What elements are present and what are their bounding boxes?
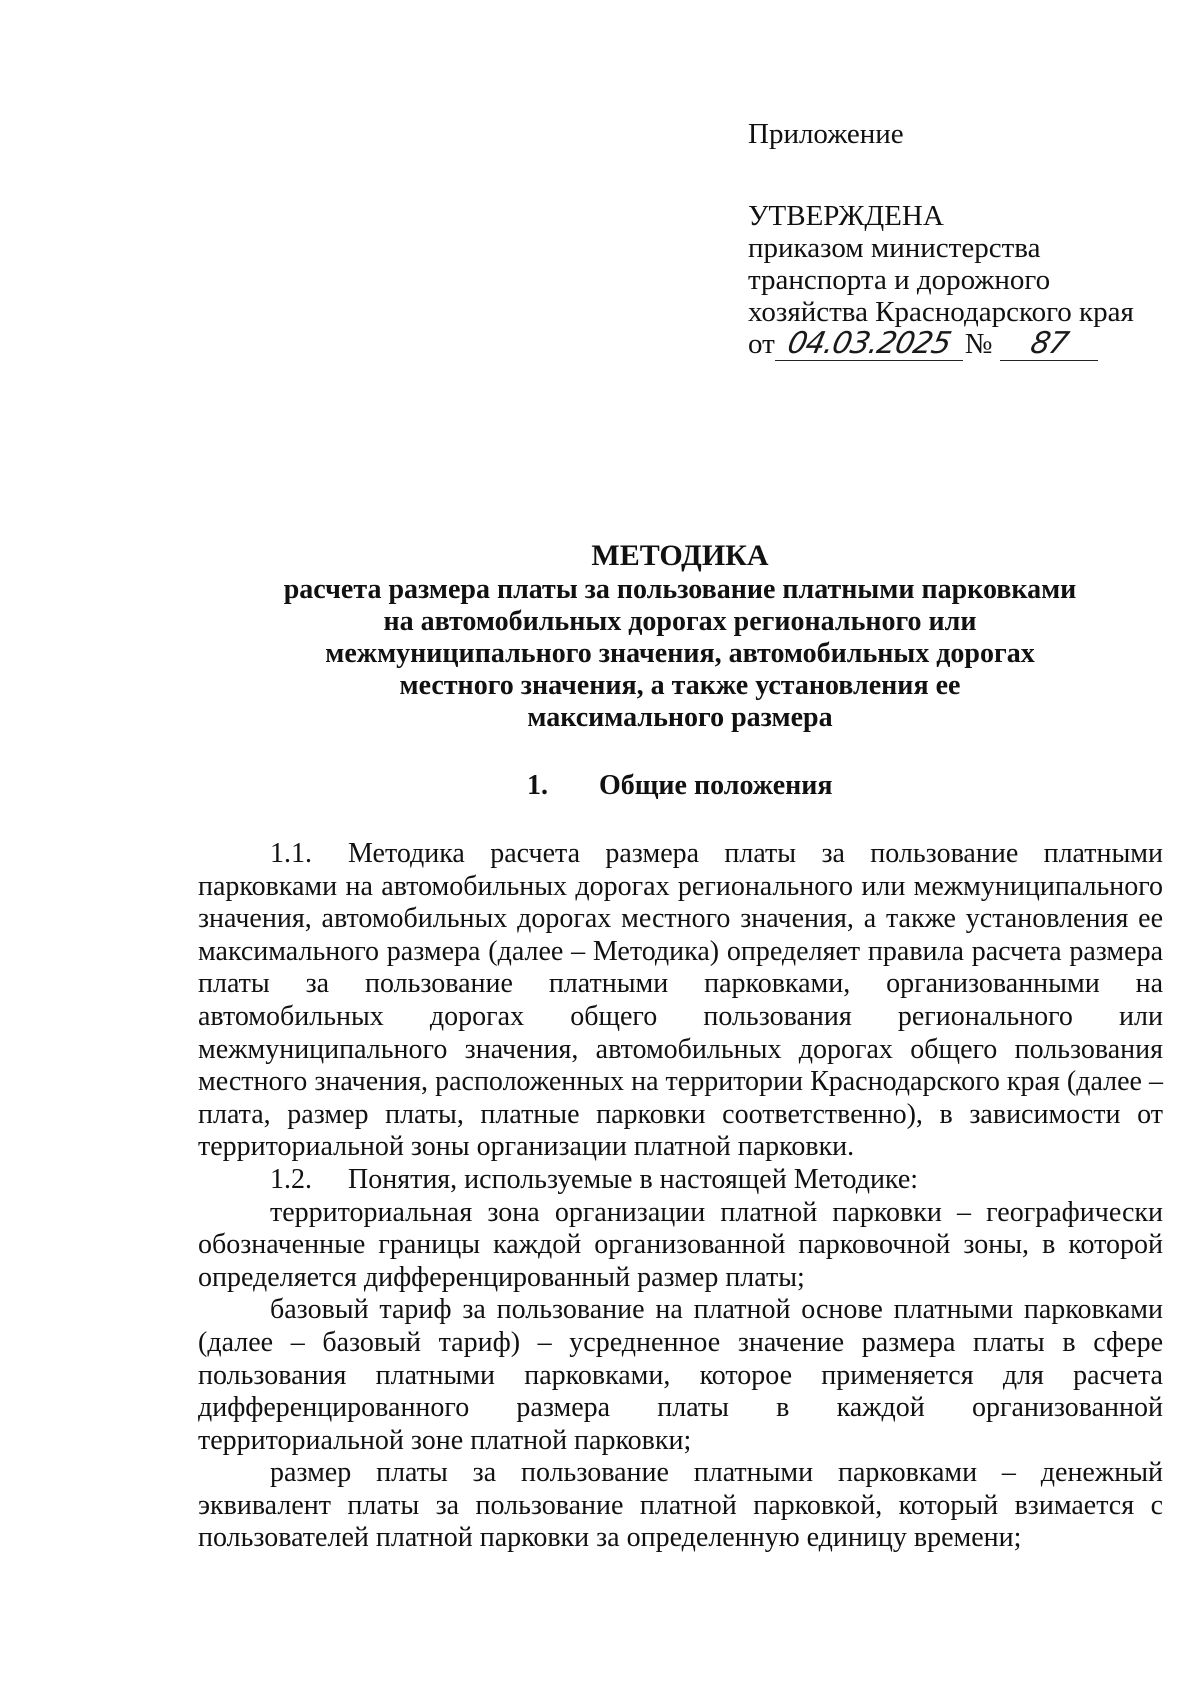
document-title — [180, 540, 1180, 734]
section-label: Общие положения — [599, 770, 833, 801]
body-text — [198, 838, 1163, 1555]
approval-block — [748, 118, 1168, 364]
appendix-label: Приложение — [748, 118, 904, 150]
definition-territorial-zone: территориальная зона организации платной парковки – географически обозначенные границы каждой организованной парковочной зоны, в которой определяется дифференцированный размер платы; — [198, 1196, 1163, 1293]
paragraph-text: Методика расчета размера платы за пользование платными парковками на автомобильных дорогах регионального или межмуниципального значения, автомобильных дорогах местного значения, а также установления ее максимального размера (далее – Методика) определяет правила расчета размера платы за пользование платными парковками, организованными на автомобильных дорогах общего пользования регионального или межмуниципального значения, автомобильных дорогах общего пользования местного значения, расположенных на территории Краснодарского края (далее – плата, размер платы, платные парковки соответственно), в зависимости от территориальной зоны организации платной парковки. — [198, 838, 1163, 1163]
number-sign: № — [964, 328, 993, 360]
paragraph-text: Понятия, используемые в настоящей Методике: — [348, 1163, 919, 1195]
from-prefix: от — [748, 328, 775, 360]
section-number: 1. — [527, 770, 548, 801]
approval-line-2: транспорта и дорожного — [748, 264, 1051, 296]
title-subline: местного значения, а также установления ее — [399, 670, 961, 701]
approved-label: УТВЕРЖДЕНА — [748, 200, 944, 232]
title-subline: на автомобильных дорогах регионального или — [383, 606, 977, 637]
paragraph-1-1 — [198, 838, 1163, 1164]
number-field — [1000, 328, 1098, 361]
title-main: МЕТОДИКА — [591, 539, 769, 572]
approval-line-1: приказом министерства — [748, 232, 1041, 264]
paragraph-1-2 — [198, 1164, 1163, 1197]
definition-base-tariff: базовый тариф за пользование на платной основе платными парковками (далее – базовый тариф) – усредненное значение размера платы в сфере пользования платными парковками, которое применяется для расчета дифференцированного размера платы в каждой организованной территориальной зоне платной парковки; — [198, 1294, 1163, 1456]
title-subline: максимального размера — [527, 702, 833, 733]
date-field — [775, 328, 963, 361]
title-subline: расчета размера платы за пользование платными парковками — [283, 574, 1077, 605]
title-subline: межмуниципального значения, автомобильных дорогах — [325, 638, 1035, 669]
order-date-number-line — [748, 328, 1168, 364]
approval-line-3: хозяйства Краснодарского края — [748, 296, 1134, 328]
handwritten-number: 87 — [1027, 326, 1072, 361]
paragraph-number: 1.1. — [270, 838, 312, 869]
handwritten-date: 04.03.2025 — [784, 326, 954, 361]
paragraph-number: 1.2. — [270, 1163, 312, 1195]
definition-fee-amount: размер платы за пользование платными парковками – денежный эквивалент платы за пользование платной парковкой, который взимается с пользователей платной парковки за определенную единицу времени; — [198, 1457, 1163, 1554]
